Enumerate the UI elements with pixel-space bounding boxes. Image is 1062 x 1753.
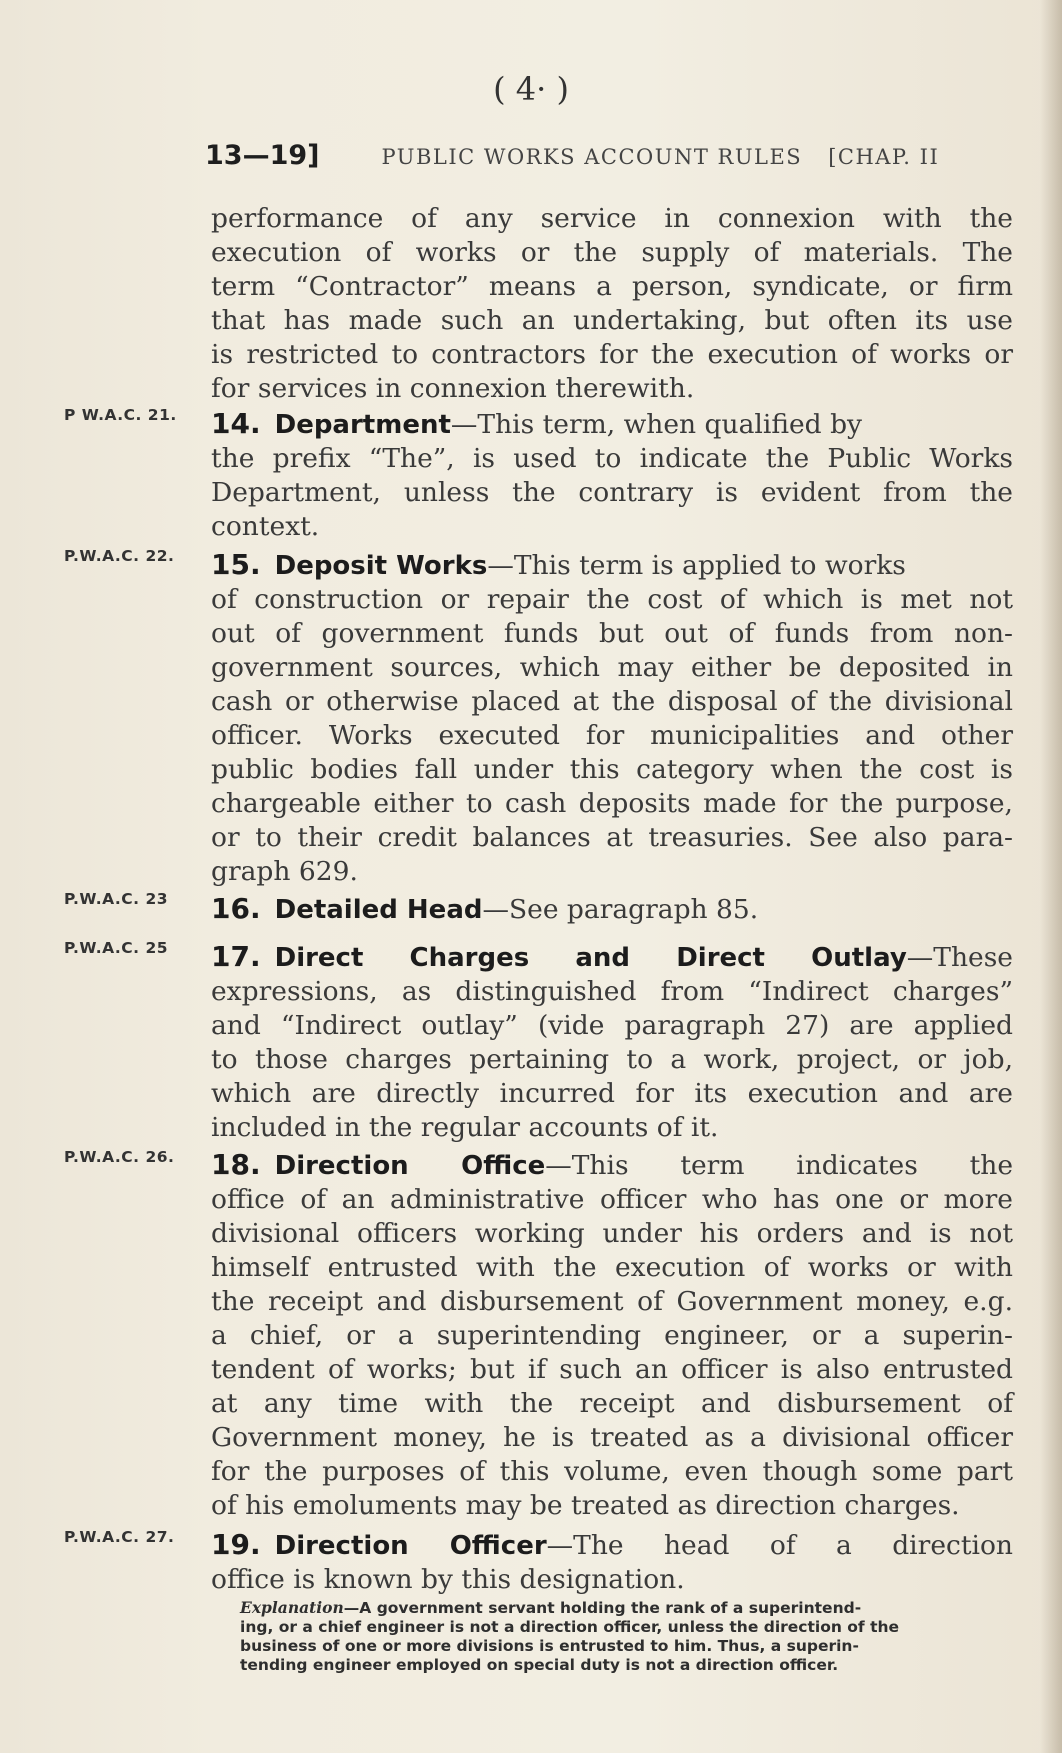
text-line: term “Contractor” means a person, syndicate, or firm — [211, 271, 1013, 302]
defined-term: Direction Officer — [274, 1531, 547, 1561]
book-title: PUBLIC WORKS ACCOUNT RULES — [381, 145, 803, 169]
paragraph-19 — [211, 1528, 1013, 1597]
paragraph-number: 18. — [211, 1148, 261, 1181]
text-line: included in the regular accounts of it. — [211, 1112, 719, 1143]
margin-reference: P.W.A.C. 27. — [64, 1528, 175, 1546]
text-line: and “Indirect outlay” (vide paragraph 27) are applied — [211, 1010, 1013, 1041]
paragraph-heading-line — [211, 407, 1013, 442]
paragraph-range: 13—19] — [205, 140, 320, 171]
text-line: for the purposes of this volume, even though some part — [211, 1456, 1013, 1487]
defined-term: Deposit Works — [274, 551, 488, 581]
text-line: —See paragraph 85. — [482, 894, 759, 925]
margin-reference: P.W.A.C. 25 — [64, 939, 169, 957]
defined-term: Direction Office — [274, 1151, 546, 1181]
text-line: out of government funds but out of funds from non- — [211, 618, 1013, 649]
text-line: that has made such an undertaking, but often its use — [211, 305, 1013, 336]
text-line: divisional officers working under his orders and is not — [211, 1218, 1013, 1249]
paragraph-heading-line — [211, 892, 1013, 927]
continued-paragraph — [211, 202, 1013, 406]
text-line: the receipt and disbursement of Government money, e.g. — [211, 1286, 1013, 1317]
text-line: a chief, or a superintending engineer, or a superin- — [211, 1320, 1013, 1351]
paragraph-number: 14. — [211, 407, 261, 440]
margin-reference: P.W.A.C. 26. — [64, 1148, 175, 1166]
paragraph-heading-line — [211, 1148, 1013, 1183]
paragraph-heading-line — [211, 548, 1013, 583]
text-line: at any time with the receipt and disbursement of — [211, 1388, 1013, 1419]
paragraph-16 — [211, 892, 1013, 927]
defined-term: Direct Charges and Direct Outlay — [274, 943, 907, 973]
text-line: performance of any service in connexion with the — [211, 203, 1013, 234]
text-line: government sources, which may either be deposited in — [211, 652, 1013, 683]
paragraph-18 — [211, 1148, 1013, 1523]
text-line: for services in connexion therewith. — [211, 373, 695, 404]
text-line: the prefix “The”, is used to indicate the Public Works — [211, 443, 1013, 474]
text-line: —This term is applied to works — [487, 550, 906, 581]
defined-term: Detailed Head — [274, 895, 483, 925]
margin-reference: P.W.A.C. 22. — [64, 547, 175, 565]
paragraph-number: 19. — [211, 1528, 261, 1561]
page-edge-shadow — [1040, 0, 1062, 1753]
note-line: ing, or a chief engineer is not a direction officer, unless the direction of the — [240, 1618, 900, 1636]
note-line: tending engineer employed on special duty is not a direction officer. — [240, 1656, 839, 1674]
note-text: —A government servant holding the rank of a superintend- — [343, 1599, 862, 1617]
running-head — [205, 140, 1015, 171]
paragraph-heading-line — [211, 940, 1013, 975]
text-line: tendent of works; but if such an officer is also entrusted — [211, 1354, 1013, 1385]
text-line: or to their credit balances at treasuries. See also para- — [211, 822, 1013, 853]
text-line: cash or otherwise placed at the disposal of the divisional — [211, 686, 1013, 717]
text-line: officer. Works executed for municipalities and other — [211, 720, 1013, 751]
paragraph-17 — [211, 940, 1013, 1145]
text-line: chargeable either to cash deposits made for the purpose, — [211, 788, 1013, 819]
text-line: —These — [906, 942, 1013, 973]
text-line: of construction or repair the cost of which is met not — [211, 584, 1013, 615]
text-line: is restricted to contractors for the execution of works or — [211, 339, 1013, 370]
text-line: office is known by this designation. — [211, 1564, 685, 1595]
text-line: himself entrusted with the execution of works or with — [211, 1252, 1013, 1283]
paragraph-14 — [211, 407, 1013, 544]
text-line: Government money, he is treated as a divisional officer — [211, 1422, 1013, 1453]
explanation-note — [240, 1598, 1015, 1675]
text-line: public bodies fall under this category when the cost is — [211, 754, 1013, 785]
text-line: to those charges pertaining to a work, project, or job, — [211, 1044, 1013, 1075]
text-line: office of an administrative officer who has one or more — [211, 1184, 1013, 1215]
paragraph-15 — [211, 548, 1013, 889]
paragraph-number: 15. — [211, 548, 261, 581]
text-line: —This term indicates the — [545, 1150, 1013, 1181]
paragraph-number: 17. — [211, 940, 261, 973]
note-line — [240, 1598, 1015, 1618]
text-line: of his emoluments may be treated as direction charges. — [211, 1490, 960, 1521]
text-line: which are directly incurred for its execution and are — [211, 1078, 1013, 1109]
chapter-label: [CHAP. II — [828, 145, 940, 169]
text-line: —The head of a direction — [546, 1530, 1013, 1561]
paragraph-heading-line — [211, 1528, 1013, 1563]
paragraph-number: 16. — [211, 892, 261, 925]
note-line: business of one or more divisions is entrusted to him. Thus, a superin- — [240, 1637, 859, 1655]
defined-term: Department — [274, 410, 451, 440]
text-line: execution of works or the supply of materials. The — [211, 237, 1013, 268]
margin-reference: P W.A.C. 21. — [64, 406, 177, 424]
note-label: Explanation — [240, 1598, 344, 1617]
text-line: context. — [211, 511, 320, 542]
margin-reference: P.W.A.C. 23 — [64, 890, 169, 908]
text-line: expressions, as distinguished from “Indirect charges” — [211, 976, 1013, 1007]
page-number: ( 4· ) — [493, 70, 569, 108]
text-line: graph 629. — [211, 856, 358, 887]
text-line: Department, unless the contrary is evident from the — [211, 477, 1013, 508]
text-line: —This term, when qualified by — [450, 409, 863, 440]
